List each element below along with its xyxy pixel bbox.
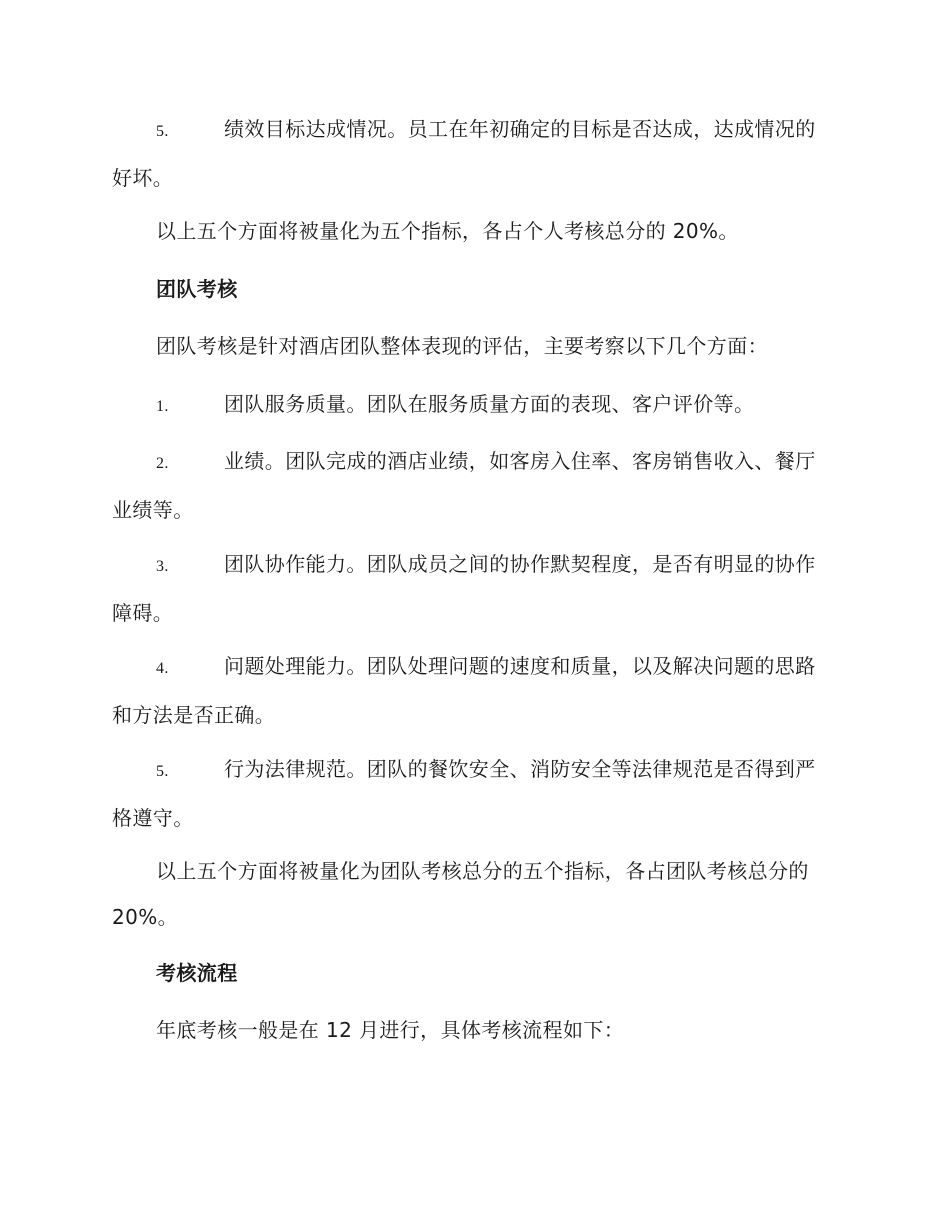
list-number: 5. — [156, 123, 169, 140]
list-number: 1. — [156, 398, 169, 415]
paragraph: 以上五个方面将被量化为团队考核总分的五个指标，各占团队考核总分的 20%。 — [112, 859, 809, 929]
list-item — [112, 106, 834, 201]
list-item — [112, 746, 834, 841]
team-item-5 — [112, 746, 834, 841]
team-summary — [112, 848, 834, 940]
personal-summary — [112, 208, 834, 254]
team-item-4 — [112, 643, 834, 738]
list-number: 5. — [156, 763, 169, 780]
list-item — [112, 541, 834, 636]
list-item — [112, 643, 834, 738]
list-number: 2. — [156, 455, 169, 472]
personal-item-5 — [112, 106, 834, 201]
list-text: 问题处理能力。团队处理问题的速度和质量，以及解决问题的思路和方法是否正确。 — [112, 654, 816, 727]
list-number: 4. — [156, 660, 169, 677]
paragraph: 以上五个方面将被量化为五个指标，各占个人考核总分的 20%。 — [156, 219, 739, 243]
list-number: 3. — [156, 558, 169, 575]
process-intro — [112, 1007, 834, 1053]
team-item-2 — [112, 438, 834, 533]
list-item — [112, 381, 834, 430]
list-text: 业绩。团队完成的酒店业绩，如客房入住率、客房销售收入、餐厅业绩等。 — [112, 449, 816, 522]
paragraph: 年底考核一般是在 12 月进行，具体考核流程如下： — [156, 1018, 625, 1042]
list-text: 行为法律规范。团队的餐饮安全、消防安全等法律规范是否得到严格遵守。 — [112, 757, 816, 830]
process-heading: 考核流程 — [156, 961, 238, 985]
team-item-1 — [112, 381, 834, 430]
list-item — [112, 438, 834, 533]
list-text: 绩效目标达成情况。员工在年初确定的目标是否达成，达成情况的好坏。 — [112, 117, 816, 190]
team-heading: 团队考核 — [156, 277, 238, 301]
team-item-3 — [112, 541, 834, 636]
list-text: 团队协作能力。团队成员之间的协作默契程度，是否有明显的协作障碍。 — [112, 552, 816, 625]
list-text: 团队服务质量。团队在服务质量方面的表现、客户评价等。 — [224, 392, 755, 416]
paragraph: 团队考核是针对酒店团队整体表现的评估，主要考察以下几个方面： — [156, 334, 768, 358]
team-intro — [112, 323, 834, 369]
